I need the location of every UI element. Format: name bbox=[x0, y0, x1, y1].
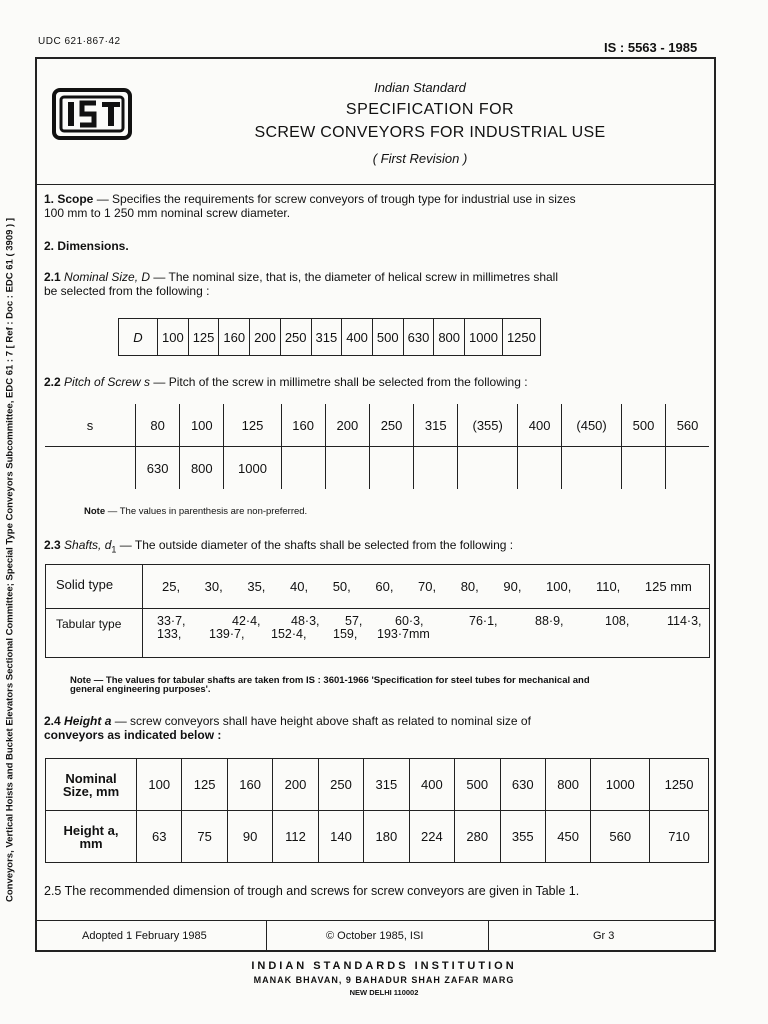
table-cell: 1000 bbox=[465, 319, 503, 356]
nominal-size-text-1: — The nominal size, that is, the diameter of helical screw in millimetres shall bbox=[150, 270, 558, 284]
table-cell bbox=[666, 447, 709, 490]
table-cell: 108, bbox=[605, 614, 630, 628]
pitch-text: — Pitch of the screw in millimetre shall be selected from the following : bbox=[150, 375, 528, 389]
column-divider bbox=[142, 565, 143, 657]
trough-paragraph: 2.5 The recommended dimension of trough and screws for screw conveyors are given in Table 1. bbox=[44, 884, 580, 898]
table-cell: 100, bbox=[546, 579, 572, 594]
table-cell: 140 bbox=[318, 811, 363, 863]
institution-address: MANAK BHAVAN, 9 BAHADUR SHAH ZAFAR MARG bbox=[253, 975, 515, 985]
pitch-note bbox=[84, 506, 307, 517]
table-cell: 80 bbox=[136, 404, 180, 447]
table-row bbox=[46, 759, 709, 811]
table-cell: 250 bbox=[318, 759, 363, 811]
table-cell bbox=[369, 447, 413, 490]
footer-divider-1 bbox=[266, 920, 267, 952]
table-cell: 315 bbox=[311, 319, 342, 356]
table-cell: (355) bbox=[458, 404, 518, 447]
section-number: 2.2 bbox=[44, 375, 61, 389]
table-cell: s bbox=[86, 417, 94, 433]
table-cell: 63 bbox=[137, 811, 182, 863]
table-cell: 40, bbox=[290, 579, 309, 594]
note-text: — The values in parenthesis are non-preferred. bbox=[105, 506, 308, 517]
adopted-date: Adopted 1 February 1985 bbox=[82, 930, 207, 942]
table-cell: 560 bbox=[591, 811, 650, 863]
table-cell: 400 bbox=[342, 319, 373, 356]
title-line-1: SPECIFICATION FOR bbox=[345, 101, 515, 118]
table-cell: 160 bbox=[219, 319, 250, 356]
table-cell: 1250 bbox=[502, 319, 540, 356]
table-cell: 125 bbox=[182, 759, 227, 811]
table-cell: 180 bbox=[364, 811, 409, 863]
table-cell: 400 bbox=[518, 404, 562, 447]
row-label: Height a, bbox=[63, 822, 119, 838]
table-cell: 42·4, bbox=[232, 614, 261, 628]
table-cell: 90, bbox=[503, 579, 522, 594]
price-group: Gr 3 bbox=[593, 930, 615, 942]
table-cell: 48·3, bbox=[291, 614, 320, 628]
copyright-notice: © October 1985, ISI bbox=[326, 930, 424, 942]
table-cell: 57, bbox=[345, 614, 363, 628]
table-cell: 100 bbox=[137, 759, 182, 811]
scope-paragraph bbox=[44, 192, 712, 220]
pitch-table bbox=[45, 404, 709, 489]
standard-number: IS : 5563 - 1985 bbox=[604, 40, 698, 55]
table-cell: 133, bbox=[157, 627, 182, 641]
table-cell: 60·3, bbox=[395, 614, 424, 628]
height-term: Height a bbox=[64, 714, 112, 728]
table-cell: 450 bbox=[545, 811, 590, 863]
isi-logo bbox=[52, 84, 132, 144]
table-row bbox=[46, 811, 709, 863]
table-cell: 200 bbox=[325, 404, 369, 447]
table-cell: 355 bbox=[500, 811, 545, 863]
table-cell: 125 bbox=[224, 404, 281, 447]
table-cell: 800 bbox=[545, 759, 590, 811]
table-cell bbox=[621, 447, 665, 490]
table-cell: 224 bbox=[409, 811, 454, 863]
table-cell: 139·7, bbox=[209, 627, 245, 641]
table-cell: 30, bbox=[204, 579, 223, 594]
shafts-subscript: 1 bbox=[111, 544, 117, 555]
table-cell: 35, bbox=[247, 579, 266, 594]
title-line-2: SCREW CONVEYORS FOR INDUSTRIAL USE bbox=[254, 124, 606, 141]
table-cell bbox=[325, 447, 369, 490]
table-cell: 90 bbox=[227, 811, 272, 863]
shafts-text: — The outside diameter of the shafts shall be selected from the following : bbox=[116, 538, 514, 552]
section-number: 2.1 bbox=[44, 270, 61, 284]
table-row bbox=[45, 404, 709, 447]
table-cell: 60, bbox=[375, 579, 394, 594]
table-cell: 710 bbox=[650, 811, 709, 863]
table-cell bbox=[562, 447, 622, 490]
table-cell: 315 bbox=[414, 404, 458, 447]
institution-city: NEW DELHI 110002 bbox=[349, 988, 419, 997]
table-cell: 76·1, bbox=[469, 614, 498, 628]
note-text: — The values for tabular shafts are taken from IS : 3601-1966 'Specification for steel tubes for mechanical and bbox=[91, 675, 590, 686]
table-cell: 560 bbox=[666, 404, 709, 447]
table-cell: 800 bbox=[434, 319, 465, 356]
table-cell: 1250 bbox=[650, 759, 709, 811]
table-cell bbox=[458, 447, 518, 490]
table-cell: 70, bbox=[418, 579, 437, 594]
scope-heading: 1. Scope bbox=[44, 192, 94, 206]
height-text-2: conveyors as indicated below : bbox=[44, 728, 222, 742]
table-cell bbox=[46, 811, 137, 863]
nominal-size-table bbox=[118, 318, 541, 356]
table-cell: 80, bbox=[460, 579, 479, 594]
nominal-size-term: Nominal Size, D bbox=[64, 270, 151, 284]
table-cell: 112 bbox=[273, 811, 318, 863]
scope-text-2: 100 mm to 1 250 mm nominal screw diameter. bbox=[44, 206, 291, 220]
height-paragraph bbox=[44, 714, 712, 742]
header-divider bbox=[35, 184, 716, 185]
table-cell bbox=[281, 447, 325, 490]
table-cell bbox=[414, 447, 458, 490]
table-row bbox=[45, 447, 709, 490]
note-text: general engineering purposes'. bbox=[70, 684, 211, 695]
row-label: mm bbox=[79, 835, 103, 851]
shafts-note bbox=[70, 676, 715, 694]
section-number: 2.4 bbox=[44, 714, 61, 728]
pitch-paragraph bbox=[44, 375, 528, 389]
table-cell: 152·4, bbox=[271, 627, 307, 641]
solid-type-label: Solid type bbox=[56, 577, 114, 592]
row-label: Size, mm bbox=[62, 783, 120, 799]
note-label: Note bbox=[70, 675, 92, 686]
table-cell: 160 bbox=[281, 404, 325, 447]
note-label: Note bbox=[84, 506, 106, 517]
footer-divider-2 bbox=[488, 920, 489, 952]
table-cell: 88·9, bbox=[535, 614, 564, 628]
committee-reference: Conveyors, Vertical Hoists and Bucket Elevators Sectional Committee; Special Type Conveyors Subcommittee, EDC 61 : 7 [ Ref : Doc : EDC 61 ( 3909 ) ] bbox=[4, 217, 16, 903]
nominal-size-text-2: be selected from the following : bbox=[44, 284, 210, 298]
standard-label: Indian Standard bbox=[374, 80, 466, 95]
table-cell: 630 bbox=[500, 759, 545, 811]
tubular-type-label: Tabular type bbox=[56, 617, 122, 631]
table-cell: 75 bbox=[182, 811, 227, 863]
shafts-table bbox=[45, 564, 710, 658]
table-cell: 630 bbox=[136, 447, 180, 490]
table-cell: 200 bbox=[273, 759, 318, 811]
shafts-paragraph bbox=[44, 538, 513, 556]
table-cell bbox=[518, 447, 562, 490]
row-divider bbox=[46, 608, 709, 609]
table-cell: 250 bbox=[280, 319, 311, 356]
table-cell: 250 bbox=[369, 404, 413, 447]
udc-number: UDC 621·867·42 bbox=[38, 36, 121, 47]
row-label: Nominal bbox=[65, 770, 117, 786]
table-cell: 800 bbox=[180, 447, 224, 490]
table-cell: 114·3, bbox=[667, 614, 702, 628]
revision-label: ( First Revision ) bbox=[372, 151, 468, 166]
table-cell: 125 bbox=[188, 319, 219, 356]
table-cell: 500 bbox=[372, 319, 403, 356]
table-cell: 100 bbox=[180, 404, 224, 447]
scope-text-1: — Specifies the requirements for screw conveyors of trough type for industrial use in sizes bbox=[93, 192, 576, 206]
table-cell: 400 bbox=[409, 759, 454, 811]
dimensions-heading: 2. Dimensions. bbox=[44, 239, 129, 253]
table-cell: (450) bbox=[562, 404, 622, 447]
table-cell: D bbox=[119, 319, 158, 356]
table-cell: 50, bbox=[332, 579, 351, 594]
table-cell: 1000 bbox=[591, 759, 650, 811]
table-row bbox=[119, 319, 541, 356]
height-table bbox=[45, 758, 709, 863]
table-cell: 33·7, bbox=[157, 614, 186, 628]
table-cell: 193·7mm bbox=[377, 627, 430, 641]
height-text-1: — screw conveyors shall have height above shaft as related to nominal size of bbox=[111, 714, 531, 728]
table-cell: 25, bbox=[162, 579, 181, 594]
table-cell: 500 bbox=[455, 759, 500, 811]
solid-type-values bbox=[162, 579, 692, 594]
institution-name: INDIAN STANDARDS INSTITUTION bbox=[251, 960, 517, 972]
table-cell: 110, bbox=[595, 579, 621, 594]
section-number: 2.3 bbox=[44, 538, 61, 552]
table-cell bbox=[46, 759, 137, 811]
table-cell: 125 mm bbox=[644, 579, 692, 594]
table-cell: 1000 bbox=[224, 447, 281, 490]
shafts-term: Shafts, d bbox=[64, 538, 112, 552]
table-cell: 630 bbox=[403, 319, 434, 356]
footer-divider bbox=[35, 920, 716, 921]
pitch-term: Pitch of Screw s bbox=[64, 375, 151, 389]
table-cell: 200 bbox=[250, 319, 281, 356]
table-cell: 280 bbox=[455, 811, 500, 863]
table-cell: 160 bbox=[227, 759, 272, 811]
table-cell bbox=[45, 447, 136, 490]
table-cell: 100 bbox=[158, 319, 189, 356]
table-cell: 315 bbox=[364, 759, 409, 811]
table-cell: 500 bbox=[621, 404, 665, 447]
nominal-size-paragraph bbox=[44, 270, 712, 298]
table-cell: 159, bbox=[333, 627, 358, 641]
